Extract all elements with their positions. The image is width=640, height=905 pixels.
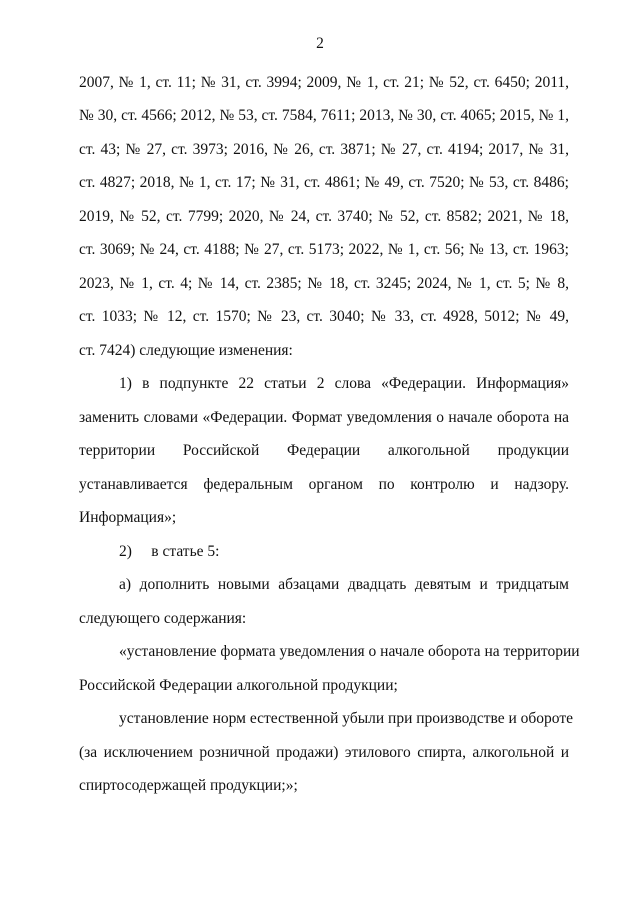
text-line: № 30, ст. 4566; 2012, № 53, ст. 7584, 7611; 2013, № 30, ст. 4065; 2015, № 1, xyxy=(79,107,569,124)
text-line: следующего содержания: xyxy=(79,610,247,627)
text-line: спиртосодержащей продукции;»; xyxy=(79,777,298,794)
text-line: ст. 1033; № 12, ст. 1570; № 23, ст. 3040; № 33, ст. 4928, 5012; № 49, xyxy=(79,308,569,325)
text-line: ст. 3069; № 24, ст. 4188; № 27, ст. 5173; 2022, № 1, ст. 56; № 13, ст. 1963; xyxy=(79,241,569,258)
text-line: ст. 43; № 27, ст. 3973; 2016, № 26, ст. 3871; № 27, ст. 4194; 2017, № 31, xyxy=(79,141,569,158)
page-number: 2 xyxy=(316,35,324,52)
text-line: территории Российской Федерации алкогольной продукции xyxy=(79,442,569,459)
text-line: Информация»; xyxy=(79,509,177,526)
text-line: (за исключением розничной продажи) этилового спирта, алкогольной и xyxy=(79,744,569,761)
text-line: 1) в подпункте 22 статьи 2 слова «Федерации. Информация» xyxy=(119,375,569,392)
text-line: ст. 4827; 2018, № 1, ст. 17; № 31, ст. 4861; № 49, ст. 7520; № 53, ст. 8486; xyxy=(79,174,569,191)
text-line: 2) в статье 5: xyxy=(119,543,220,560)
text-line: заменить словами «Федерации. Формат уведомления о начале оборота на xyxy=(79,409,569,426)
text-line: ст. 7424) следующие изменения: xyxy=(79,342,293,359)
text-line: 2023, № 1, ст. 4; № 14, ст. 2385; № 18, ст. 3245; 2024, № 1, ст. 5; № 8, xyxy=(79,275,569,292)
text-line: а) дополнить новыми абзацами двадцать девятым и тридцатым xyxy=(119,576,569,593)
text-line: «установление формата уведомления о начале оборота на территории xyxy=(119,643,580,660)
text-line: Российской Федерации алкогольной продукции; xyxy=(79,677,398,694)
text-line: устанавливается федеральным органом по контролю и надзору. xyxy=(79,476,569,493)
text-line: 2019, № 52, ст. 7799; 2020, № 24, ст. 3740; № 52, ст. 8582; 2021, № 18, xyxy=(79,208,569,225)
text-line: 2007, № 1, ст. 11; № 31, ст. 3994; 2009, № 1, ст. 21; № 52, ст. 6450; 2011, xyxy=(79,74,569,91)
text-line: установление норм естественной убыли при производстве и обороте xyxy=(119,710,574,727)
